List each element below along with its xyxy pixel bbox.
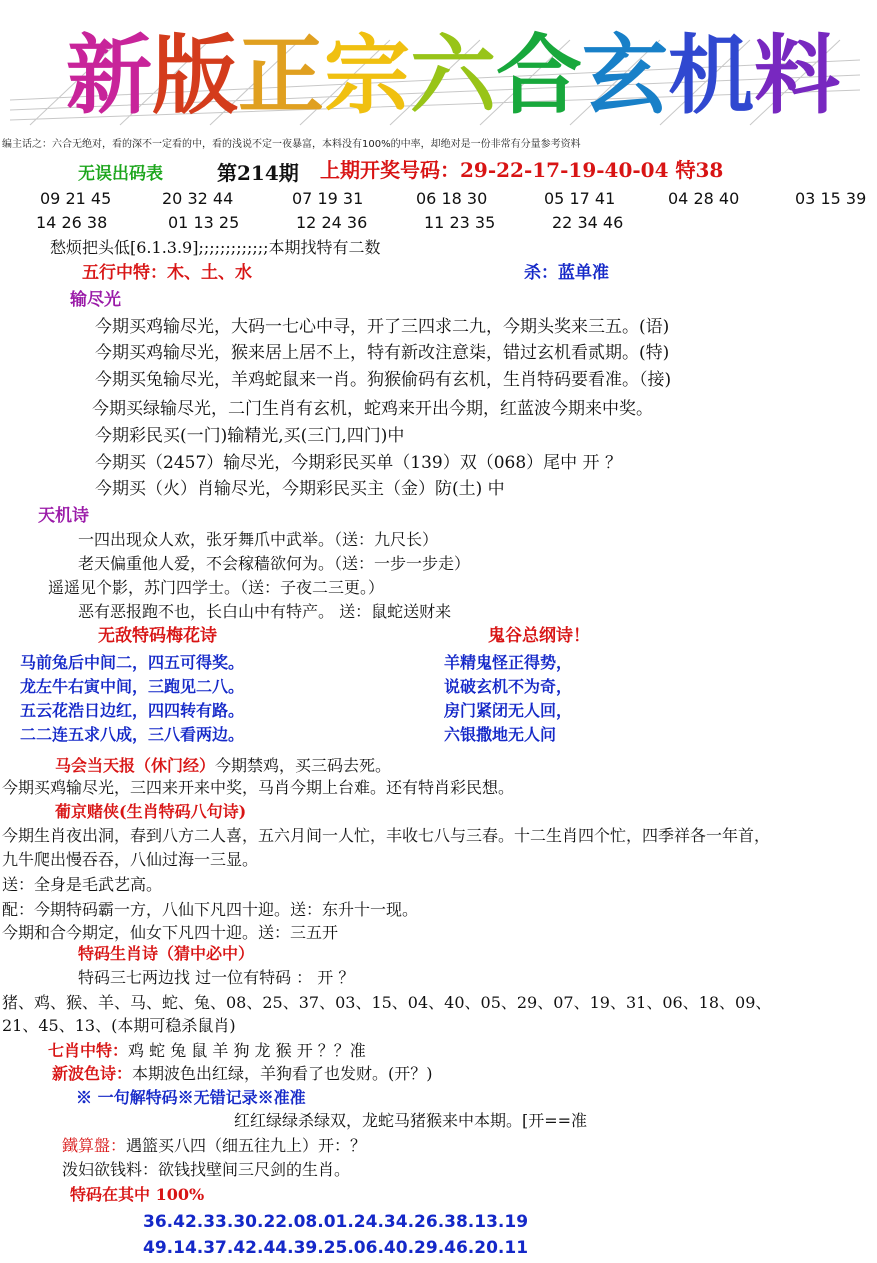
shuguang-line: 今期买（2457）输尽光，今期彩民买单（139）双（068）尾中 开 ？	[95, 453, 622, 473]
row1-line: 06 18 30	[416, 189, 488, 208]
final-row-1: 36.42.33.30.22.08.01.24.34.26.38.13.19	[143, 1212, 529, 1232]
banner-char: 合	[496, 25, 582, 126]
guigu-title: 鬼谷总纲诗！	[488, 626, 590, 646]
table-label: 无误出码表	[78, 164, 163, 184]
title-banner	[0, 0, 877, 135]
mahui-label: 马会当天报（休门经）	[55, 756, 216, 775]
meihua-line: 马前兔后中间二，四五可得奖。	[20, 653, 245, 672]
shuguang-line: 今期买（火）肖输尽光，今期彩民买主（金）防(土) 中	[95, 479, 505, 499]
honghong-line: 红红绿绿杀绿双，龙蛇马猪猴来中本期。[开==准	[234, 1111, 588, 1130]
row2-line: 22 34 46	[552, 213, 624, 232]
final-label: 特码在其中 100%	[70, 1185, 205, 1204]
yiju-line: ※ 一句解特码※无错记录※准准	[76, 1088, 306, 1107]
guigu-line: 羊精鬼怪正得势，	[444, 653, 573, 672]
banner-char: 宗	[324, 25, 410, 126]
banner-char: 六	[410, 25, 496, 126]
head-low-line: 愁烦把头低[6.1.3.9];;;;;;;;;;;;;本期找特有二数	[50, 238, 381, 257]
meihua-line: 五云花浩日边红，四四转有路。	[20, 701, 245, 720]
xinbo-label: 新波色诗：	[52, 1064, 133, 1083]
mahui-line	[55, 758, 391, 774]
tianji-line: 遥遥见个影，苏门四学士。（送：子夜二三更。）	[48, 578, 385, 597]
pujing-line: 九牛爬出慢吞吞，八仙过海一三显。	[2, 850, 259, 869]
meihua-title: 无敌特码梅花诗	[98, 626, 217, 646]
pujing-line: 配：今期特码霸一方，八仙下凡四十迎。送：东升十一现。	[2, 900, 419, 919]
pujing-title: 葡京赌侠(生肖特码八句诗)	[55, 802, 247, 821]
shuguang-line: 今期买兔输尽光，羊鸡蛇鼠来一肖。狗猴偷码有玄机，生肖特码要看准。（接)	[95, 370, 672, 390]
tiesuan-text: 遇篮买八四（细五往九上）开：？	[126, 1136, 367, 1155]
tiesuan-line	[62, 1138, 366, 1154]
guigu-line: 六银撒地无人问	[444, 725, 557, 744]
banner-char: 料	[754, 25, 840, 126]
shuguang-line: 今期买鸡输尽光，大码一七心中寻，开了三四求二九，今期头奖来三五。(语)	[95, 317, 670, 337]
qixiao-line	[48, 1043, 366, 1059]
row2-line: 11 23 35	[424, 213, 496, 232]
mahui-text: 今期禁鸡，买三码去死。	[215, 756, 392, 775]
shuguang-line: 今期彩民买(一门)输精光,买(三门,四门)中	[95, 426, 405, 446]
guigu-line: 房门紧闭无人回，	[444, 701, 573, 720]
banner-char: 版	[152, 25, 238, 126]
shuguang-line: 今期买鸡输尽光，猴来居上居不上，特有新改注意柒，错过玄机看贰期。(特)	[95, 343, 670, 363]
row1-line: 20 32 44	[162, 189, 234, 208]
bofu-text: 欲钱找壁间三尺剑的生肖。	[158, 1160, 351, 1179]
banner-char: 机	[668, 25, 754, 126]
row2-line: 14 26 38	[36, 213, 108, 232]
row1-line: 03 15 39	[795, 189, 867, 208]
banner-title-text	[66, 25, 840, 126]
tema-list-2: 21、45、13、(本期可稳杀鼠肖)	[2, 1016, 236, 1035]
shuguang-line: 今期买绿输尽光，二门生肖有玄机，蛇鸡来开出今期，红蓝波今期来中奖。	[92, 399, 653, 419]
tianji-title: 天机诗	[38, 506, 89, 526]
tema-list-1: 猪、鸡、猴、羊、马、蛇、兔、08、25、37、03、15、04、40、05、29、07、19、31、06、18、09、	[2, 993, 772, 1012]
pujing-line: 送：全身是毛武艺高。	[2, 875, 163, 894]
mahui-line-2: 今期买鸡输尽光，三四来开来中奖，马肖今期上台难。还有特肖彩民想。	[2, 778, 515, 797]
qixiao-text: 鸡 蛇 兔 鼠 羊 狗 龙 猴 开 ？？准	[128, 1041, 366, 1060]
tianji-line: 恶有恶报跑不也，长白山中有特产。 送：鼠蛇送财来	[78, 602, 452, 621]
last-result: 上期开奖号码：29-22-17-19-40-04 特38	[320, 158, 724, 182]
tiesuan-label: 鐵算盤：	[62, 1136, 127, 1155]
tema-line: 特码三七两边找 过一位有特码 ： 开 ？	[78, 968, 355, 987]
pujing-line: 今期生肖夜出洞，春到八方二人喜，五六月间一人忙，丰收七八与三春。十二生肖四个忙，四季祥各一年首，	[2, 826, 771, 845]
xinbo-text: 本期波色出红绿，羊狗看了也发财。(开？)	[132, 1064, 433, 1083]
pujing-line: 今期和合今期定，仙女下凡四十迎。送：三五开	[2, 923, 339, 942]
kill-label: 杀：蓝单准	[524, 263, 609, 283]
row1-line: 05 17 41	[544, 189, 616, 208]
wuxing-label: 五行中特：木、土、水	[82, 263, 252, 283]
final-row-2: 49.14.37.42.44.39.25.06.40.29.46.20.11	[143, 1238, 529, 1258]
row2-line: 01 13 25	[168, 213, 240, 232]
tianji-line: 一四出现众人欢，张牙舞爪中武举。（送：九尺长）	[78, 530, 439, 549]
row2-line: 12 24 36	[296, 213, 368, 232]
period-label: 第214期	[217, 161, 299, 185]
shuguang-title: 输尽光	[70, 290, 121, 310]
editor-note: 编主话之：六合无绝对，看的深不一定看的中，看的浅说不定一夜暴富，本料没有100%的中率，却绝对是一份非常有分量参考资料	[2, 139, 581, 150]
xinbo-line	[52, 1066, 433, 1082]
banner-char: 新	[66, 25, 152, 126]
bofu-label: 泼妇欲钱料：	[62, 1160, 159, 1179]
bofu-line	[62, 1162, 350, 1178]
row1-line: 09 21 45	[40, 189, 112, 208]
meihua-line: 龙左牛右寅中间，三跑见二八。	[20, 677, 245, 696]
tianji-line: 老天偏重他人爱，不会稼穑欲何为。（送：一步一步走）	[78, 554, 471, 573]
tema-title: 特码生肖诗（猜中必中）	[78, 944, 255, 963]
banner-char: 正	[238, 25, 324, 126]
qixiao-label: 七肖中特：	[48, 1041, 129, 1060]
guigu-line: 说破玄机不为奇，	[444, 677, 573, 696]
row1-line: 04 28 40	[668, 189, 740, 208]
row1-line: 07 19 31	[292, 189, 364, 208]
banner-char: 玄	[582, 25, 668, 126]
meihua-line: 二二连五求八成，三八看两边。	[20, 725, 245, 744]
